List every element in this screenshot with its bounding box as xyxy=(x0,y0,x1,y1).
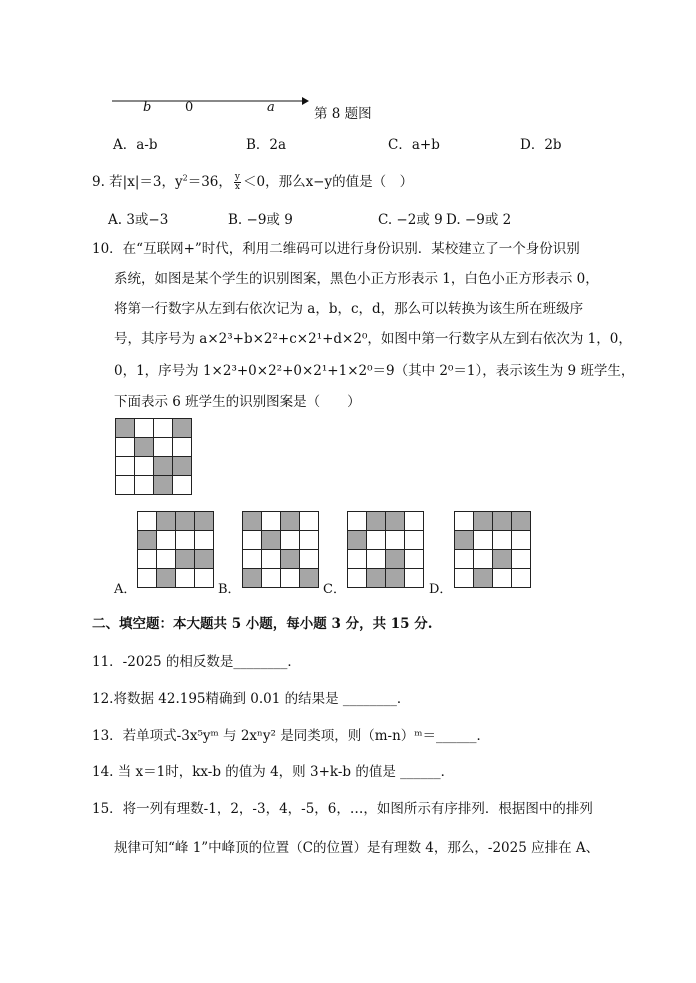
grid-cell xyxy=(405,569,424,588)
grid-cell xyxy=(300,550,319,569)
q10-line-6: 下面表示 6 班学生的识别图案是（ ） xyxy=(114,394,361,410)
grid-cell xyxy=(474,550,493,569)
grid-cell xyxy=(455,569,474,588)
q10-option-d-label: D． xyxy=(429,582,453,597)
grid-cell xyxy=(281,569,300,588)
grid-cell xyxy=(195,512,214,531)
grid-cell xyxy=(493,512,512,531)
grid-cell xyxy=(281,512,300,531)
grid-cell xyxy=(116,476,135,495)
grid-cell xyxy=(157,569,176,588)
grid-cell xyxy=(262,512,281,531)
q10-line-1: 10．在“互联网+”时代，利用二维码可以进行身份识别．某校建立了一个身份识别 xyxy=(92,241,580,257)
q10-line-5: 0，1，序号为 1×2³+0×2²+0×2¹+1×2⁰＝9（其中 2⁰＝1），表示该生为 9 班学生， xyxy=(114,363,635,379)
axis-label-b: b xyxy=(143,100,152,115)
grid-cell xyxy=(386,512,405,531)
grid-cell xyxy=(176,512,195,531)
q13-text: 13．若单项式-3x⁵yᵐ 与 2xⁿy² 是同类项，则（m-n）ᵐ＝______． xyxy=(92,728,491,744)
grid-cell xyxy=(173,419,192,438)
grid-cell xyxy=(348,569,367,588)
grid-cell xyxy=(157,512,176,531)
grid-cell xyxy=(348,531,367,550)
grid-cell xyxy=(154,457,173,476)
q9-y-exponent: 2 xyxy=(182,173,188,183)
axis-label-zero: 0 xyxy=(185,100,194,115)
q9-fraction-numerator: y xyxy=(234,172,240,182)
grid-cell xyxy=(154,419,173,438)
grid-cell xyxy=(474,569,493,588)
grid-cell xyxy=(135,419,154,438)
q12-text: 12.将数据 42.195精确到 0.01 的结果是 ________． xyxy=(92,691,411,707)
option-c-pattern xyxy=(347,511,424,588)
grid-cell xyxy=(455,550,474,569)
grid-cell xyxy=(173,476,192,495)
grid-cell xyxy=(135,476,154,495)
grid-cell xyxy=(138,569,157,588)
q8-option-c: C．a+b xyxy=(388,137,440,153)
section-title-fill-in: 二、填空题：本大题共 5 小题，每小题 3 分，共 15 分. xyxy=(92,616,433,632)
grid-cell xyxy=(281,531,300,550)
grid-cell xyxy=(493,550,512,569)
grid-cell xyxy=(138,550,157,569)
q10-option-a-label: A． xyxy=(114,582,137,597)
grid-cell xyxy=(176,531,195,550)
grid-cell xyxy=(173,438,192,457)
grid-cell xyxy=(512,531,531,550)
grid-cell xyxy=(493,531,512,550)
grid-cell xyxy=(348,550,367,569)
grid-cell xyxy=(474,531,493,550)
q8-option-a: A．a-b xyxy=(113,137,158,153)
axis-label-a: a xyxy=(267,100,275,115)
q9-stem xyxy=(92,170,413,192)
grid-cell xyxy=(405,531,424,550)
grid-cell xyxy=(243,531,262,550)
q9-option-c: C. −2或 9 xyxy=(378,212,443,228)
grid-cell xyxy=(262,531,281,550)
q10-line-2: 系统，如图是某个学生的识别图案，黑色小正方形表示 1，白色小正方形表示 0， xyxy=(114,271,599,287)
q9-prefix: 9. 若|x|＝3，y xyxy=(92,174,183,190)
grid-cell xyxy=(116,457,135,476)
option-a-pattern xyxy=(137,511,214,588)
q8-option-d: D．2b xyxy=(520,137,562,153)
grid-cell xyxy=(195,569,214,588)
grid-cell xyxy=(243,512,262,531)
q14-text: 14. 当 x＝1时，kx-b 的值为 4，则 3+k-b 的值是 ______． xyxy=(92,764,455,780)
q15-line-2: 规律可知“峰 1”中峰顶的位置（C的位置）是有理数 4，那么，-2025 应排在 A、 xyxy=(114,840,600,856)
grid-cell xyxy=(243,550,262,569)
grid-cell xyxy=(367,569,386,588)
grid-cell xyxy=(154,476,173,495)
q11-text: 11．-2025 的相反数是________． xyxy=(92,654,301,670)
q15-line-1: 15．将一列有理数-1，2，-3，4，-5，6，…，如图所示有序排列．根据图中的排列 xyxy=(92,801,593,817)
grid-cell xyxy=(348,512,367,531)
option-b-pattern xyxy=(242,511,319,588)
grid-cell xyxy=(512,569,531,588)
figure-caption-q8: 第 8 题图 xyxy=(314,106,372,122)
grid-cell xyxy=(405,550,424,569)
grid-cell xyxy=(262,550,281,569)
grid-cell xyxy=(386,550,405,569)
grid-cell xyxy=(386,531,405,550)
grid-cell xyxy=(116,438,135,457)
grid-cell xyxy=(386,569,405,588)
grid-cell xyxy=(154,438,173,457)
grid-cell xyxy=(195,531,214,550)
grid-cell xyxy=(367,512,386,531)
grid-cell xyxy=(300,569,319,588)
q10-line-4: 号，其序号为 a×2³+b×2²+c×2¹+d×2⁰，如图中第一行数字从左到右依次为 1，0， xyxy=(114,331,632,347)
grid-cell xyxy=(405,512,424,531)
grid-cell xyxy=(173,457,192,476)
q9-fraction-denominator: x xyxy=(234,182,240,192)
q10-line-3: 将第一行数字从左到右依次记为 a，b，c，d，那么可以转换为该生所在班级序 xyxy=(114,301,584,317)
q9-option-d: D. −9或 2 xyxy=(446,212,512,228)
grid-cell xyxy=(135,457,154,476)
grid-cell xyxy=(135,438,154,457)
example-id-pattern xyxy=(115,418,192,495)
grid-cell xyxy=(138,512,157,531)
grid-cell xyxy=(138,531,157,550)
grid-cell xyxy=(176,550,195,569)
option-d-pattern xyxy=(454,511,531,588)
grid-cell xyxy=(367,531,386,550)
grid-cell xyxy=(512,512,531,531)
grid-cell xyxy=(243,569,262,588)
q10-option-c-label: C． xyxy=(323,582,346,597)
q9-mid: ＝36， xyxy=(187,174,232,190)
grid-cell xyxy=(474,512,493,531)
grid-cell xyxy=(157,550,176,569)
grid-cell xyxy=(367,550,386,569)
number-line xyxy=(110,94,310,110)
grid-cell xyxy=(455,512,474,531)
grid-cell xyxy=(300,531,319,550)
q9-fraction xyxy=(234,173,241,192)
q9-option-b: B. −9或 9 xyxy=(228,212,293,228)
q9-suffix: ＜0，那么x−y的值是（ ） xyxy=(242,174,414,190)
grid-cell xyxy=(300,512,319,531)
grid-cell xyxy=(116,419,135,438)
grid-cell xyxy=(195,550,214,569)
grid-cell xyxy=(157,531,176,550)
grid-cell xyxy=(262,569,281,588)
grid-cell xyxy=(281,550,300,569)
q9-option-a: A. 3或−3 xyxy=(108,212,169,228)
q8-option-b: B．2a xyxy=(246,137,287,153)
grid-cell xyxy=(493,569,512,588)
grid-cell xyxy=(176,569,195,588)
q10-option-b-label: B． xyxy=(218,582,241,597)
grid-cell xyxy=(512,550,531,569)
grid-cell xyxy=(455,531,474,550)
